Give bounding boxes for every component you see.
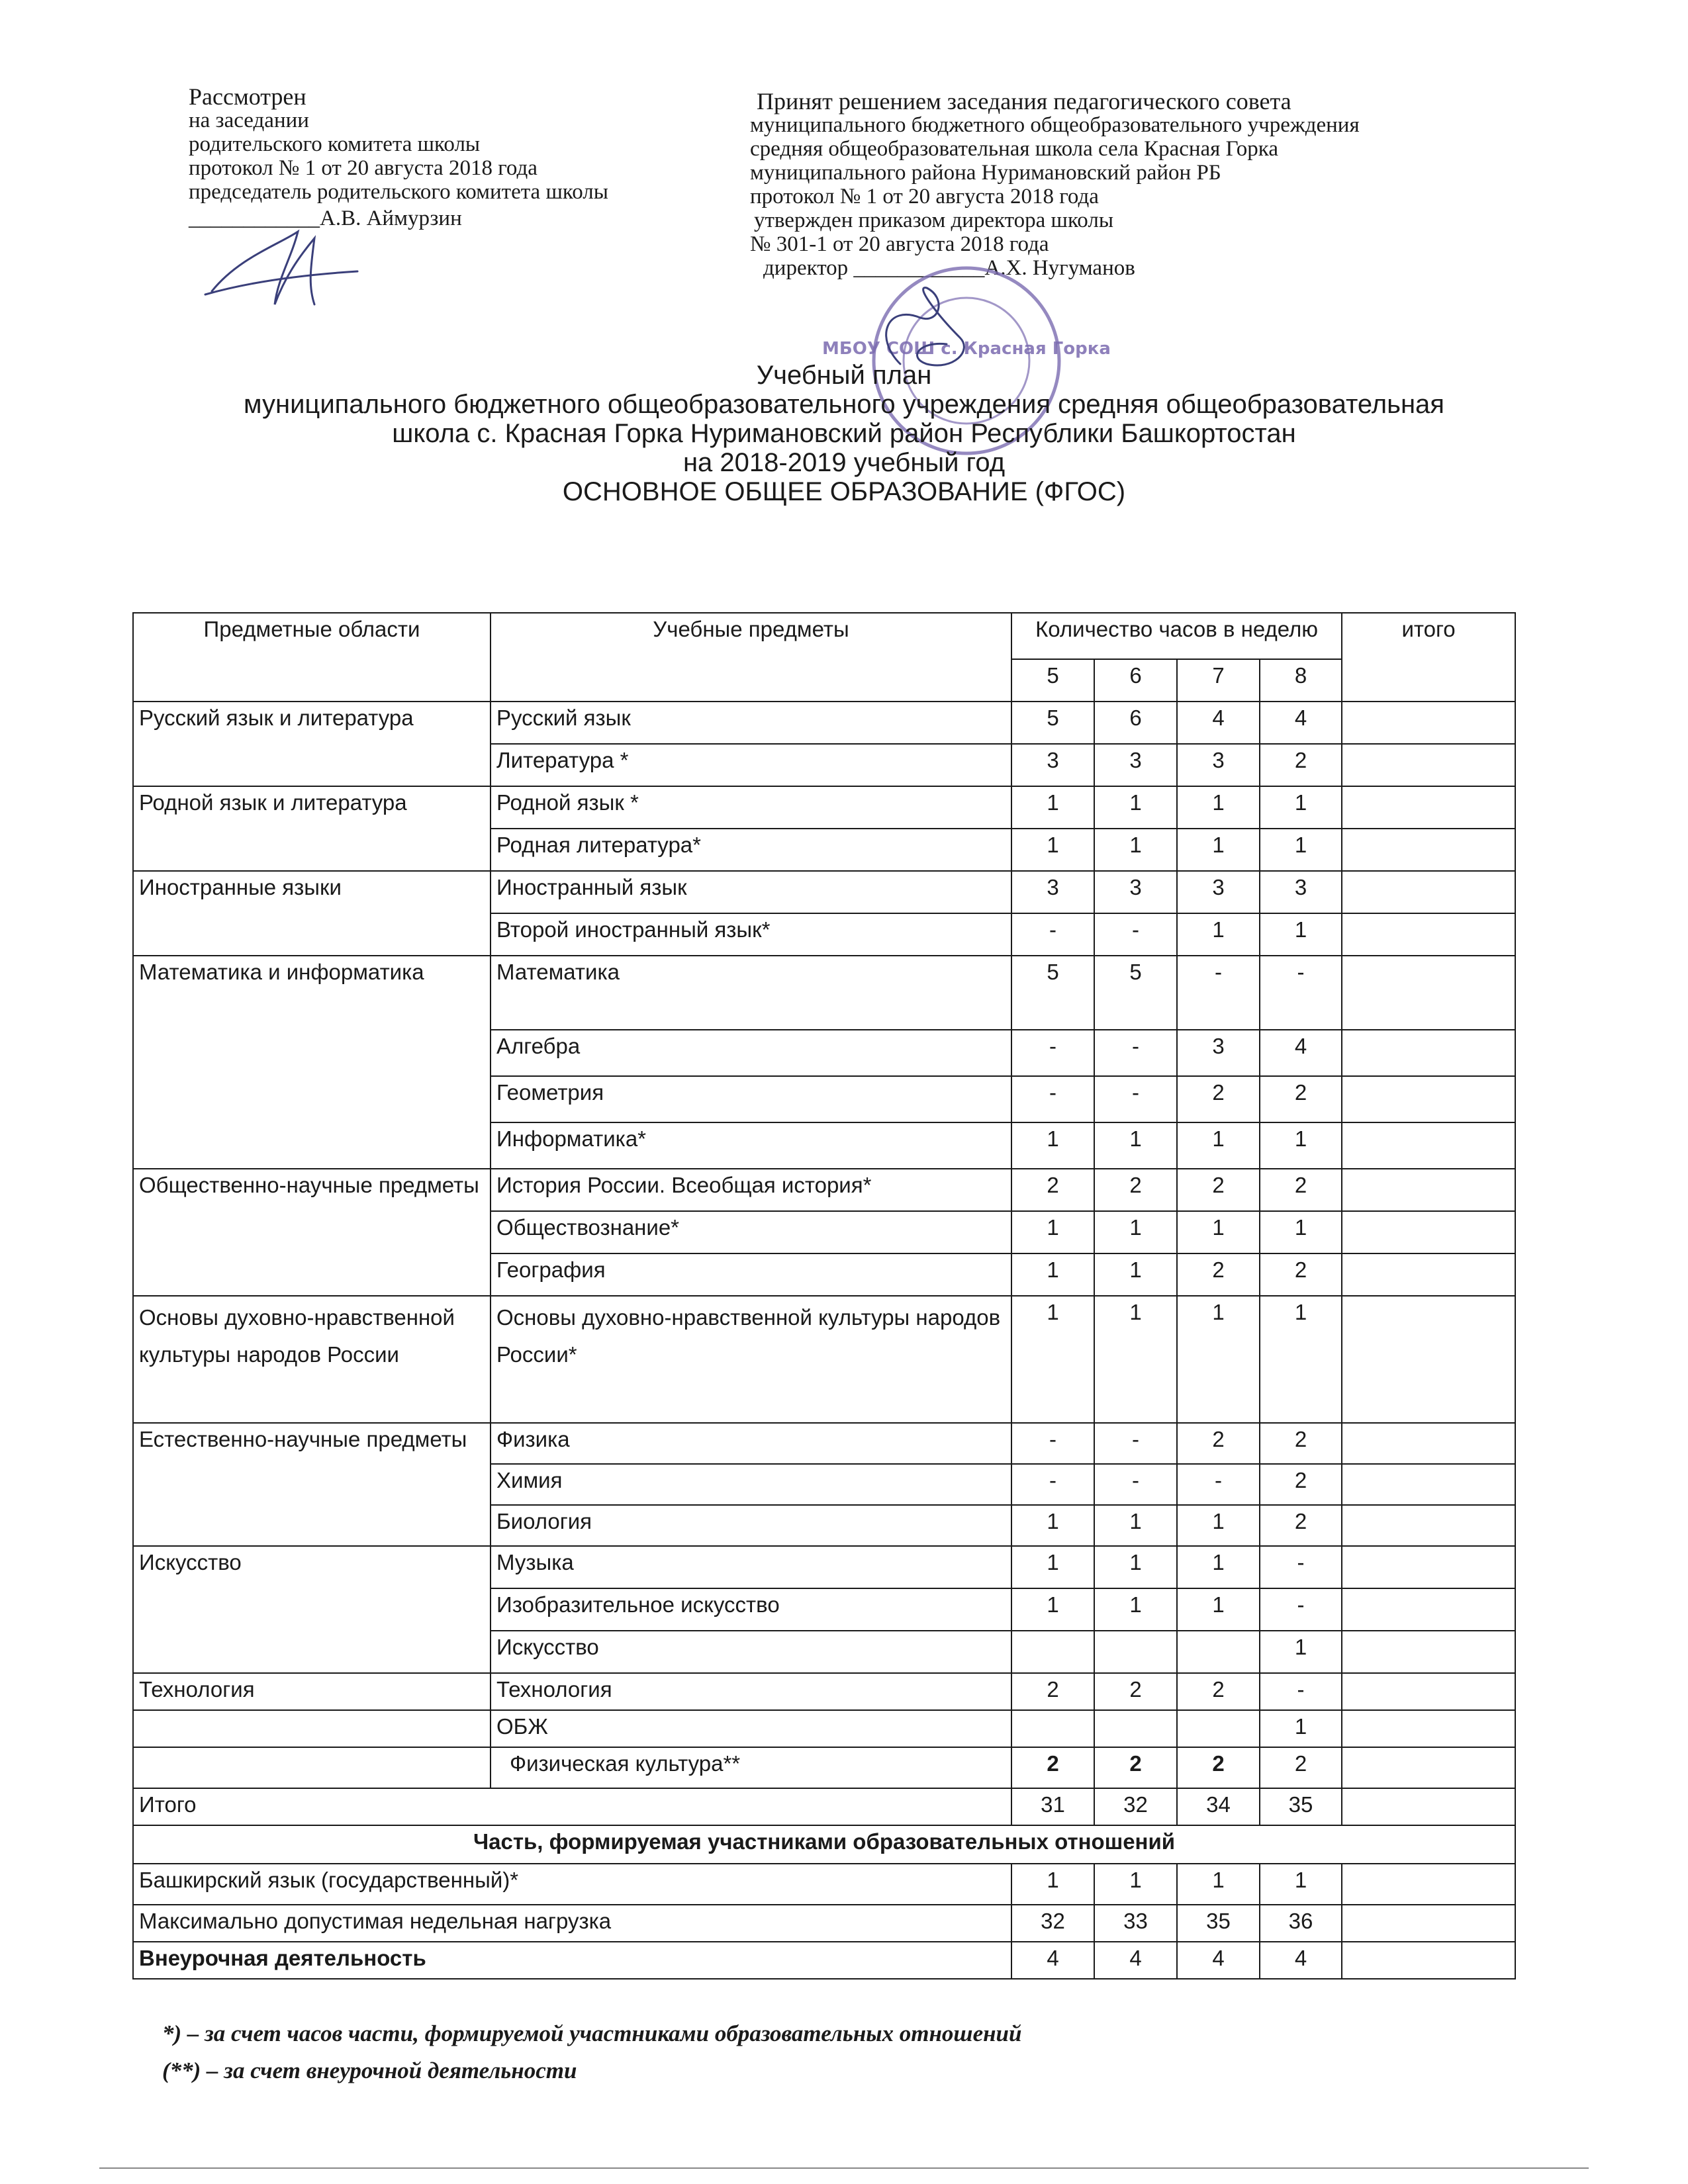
total-cell <box>1342 1211 1515 1253</box>
subject-cell: Искусство <box>491 1631 1011 1673</box>
hours-cell: 1 <box>1011 1505 1094 1546</box>
subject-cell: Геометрия <box>491 1076 1011 1122</box>
hours-cell: 1 <box>1260 1631 1342 1673</box>
approval-left-line: протокол № 1 от 20 августа 2018 года <box>189 156 538 180</box>
hours-cell: 5 <box>1011 956 1094 1030</box>
table-row <box>133 1747 1515 1788</box>
subject-cell: ОБЖ <box>491 1710 1011 1747</box>
hours-cell: 1 <box>1094 1211 1177 1253</box>
approval-right-line: утвержден приказом директора школы <box>754 208 1114 232</box>
total-cell <box>1342 913 1515 956</box>
total-cell <box>1342 1905 1515 1942</box>
total-cell <box>1342 1296 1515 1423</box>
hours-cell: 34 <box>1177 1788 1260 1825</box>
hours-cell: - <box>1094 1423 1177 1464</box>
hours-cell: 1 <box>1094 1864 1177 1905</box>
hours-cell: - <box>1094 1076 1177 1122</box>
subject-cell: Биология <box>491 1505 1011 1546</box>
hours-cell <box>1177 1631 1260 1673</box>
hours-cell: 1 <box>1011 1588 1094 1631</box>
hours-cell: 1 <box>1094 829 1177 871</box>
hours-cell: 4 <box>1011 1942 1094 1979</box>
total-cell <box>1342 1588 1515 1631</box>
subject-cell: Иностранный язык <box>491 871 1011 913</box>
hours-cell: 1 <box>1011 786 1094 829</box>
area-cell: Иностранные языки <box>133 871 491 956</box>
approval-right-line: Принят решением заседания педагогического совета <box>757 88 1291 114</box>
section-row <box>133 1825 1515 1864</box>
hours-cell: - <box>1260 956 1342 1030</box>
hours-cell: - <box>1011 1464 1094 1505</box>
title-line-1: Учебный план <box>756 361 932 390</box>
area-cell: Основы духовно-нравственной культуры народов России <box>133 1296 491 1423</box>
hours-cell: 3 <box>1094 871 1177 913</box>
table-row <box>133 1296 1515 1423</box>
total-row-label: Итого <box>133 1788 1011 1825</box>
hours-cell: - <box>1260 1588 1342 1631</box>
total-cell <box>1342 1169 1515 1211</box>
hours-cell: 1 <box>1011 1546 1094 1588</box>
hours-cell: - <box>1011 913 1094 956</box>
area-cell: Искусство <box>133 1546 491 1673</box>
hours-cell: 35 <box>1260 1788 1342 1825</box>
area-cell: Родной язык и литература <box>133 786 491 871</box>
header-areas: Предметные области <box>133 613 491 702</box>
table-row <box>133 702 1515 744</box>
row-label: Внеурочная деятельность <box>133 1942 1011 1979</box>
total-cell <box>1342 829 1515 871</box>
area-cell: Общественно-научные предметы <box>133 1169 491 1296</box>
title-line-3: школа с. Красная Горка Нуримановский район Республики Башкортостан <box>392 419 1296 448</box>
hours-cell: 1 <box>1177 1122 1260 1169</box>
hours-cell: - <box>1011 1030 1094 1076</box>
total-cell <box>1342 1747 1515 1788</box>
subject-cell: Родная литература* <box>491 829 1011 871</box>
hours-cell: 2 <box>1260 744 1342 786</box>
footnote-2: (**) – за счет внеурочной деятельности <box>162 2058 577 2083</box>
hours-cell: 1 <box>1011 1296 1094 1423</box>
hours-cell: 3 <box>1094 744 1177 786</box>
subject-cell: Физика <box>491 1423 1011 1464</box>
hours-cell: 3 <box>1177 871 1260 913</box>
hours-cell: 1 <box>1011 1211 1094 1253</box>
hours-cell: - <box>1011 1076 1094 1122</box>
table-row <box>133 1546 1515 1588</box>
total-cell <box>1342 1942 1515 1979</box>
document-title <box>0 361 1688 506</box>
hours-cell: 1 <box>1094 1296 1177 1423</box>
approval-right-line: протокол № 1 от 20 августа 2018 года <box>750 185 1099 208</box>
hours-cell: 1 <box>1177 786 1260 829</box>
hours-cell: - <box>1094 1030 1177 1076</box>
header-total: итого <box>1342 613 1515 702</box>
hours-cell: - <box>1011 1423 1094 1464</box>
hours-cell: 1 <box>1260 1710 1342 1747</box>
table-row <box>133 1423 1515 1464</box>
hours-cell: 4 <box>1177 1942 1260 1979</box>
subject-cell: Основы духовно-нравственной культуры народов России* <box>491 1296 1011 1423</box>
area-cell: Технология <box>133 1673 491 1710</box>
subject-cell: Изобразительное искусство <box>491 1588 1011 1631</box>
table-header-row <box>133 613 1515 659</box>
hours-cell: 1 <box>1177 913 1260 956</box>
hours-cell: 1 <box>1260 1864 1342 1905</box>
table-row <box>133 1905 1515 1942</box>
hours-cell: 1 <box>1094 1546 1177 1588</box>
scan-edge-line <box>99 2167 1589 2169</box>
subject-cell: Обществознание* <box>491 1211 1011 1253</box>
total-cell <box>1342 1710 1515 1747</box>
hours-cell: 2 <box>1260 1169 1342 1211</box>
total-cell <box>1342 744 1515 786</box>
subject-cell: Технология <box>491 1673 1011 1710</box>
hours-cell: - <box>1177 956 1260 1030</box>
approval-right-signature-line: директор ____________А.Х. Нугуманов <box>763 256 1135 280</box>
grade-header: 5 <box>1011 659 1094 702</box>
hours-cell: 1 <box>1094 786 1177 829</box>
hours-cell: 2 <box>1177 1169 1260 1211</box>
hours-cell: 1 <box>1177 1211 1260 1253</box>
table-row <box>133 1673 1515 1710</box>
hours-cell <box>1011 1710 1094 1747</box>
hours-cell: 1 <box>1177 1588 1260 1631</box>
hours-cell: 2 <box>1177 1253 1260 1296</box>
hours-cell: 1 <box>1260 1122 1342 1169</box>
subject-cell: Родной язык * <box>491 786 1011 829</box>
total-cell <box>1342 1673 1515 1710</box>
grade-header: 8 <box>1260 659 1342 702</box>
hours-cell: 33 <box>1094 1905 1177 1942</box>
subject-cell: Химия <box>491 1464 1011 1505</box>
subject-cell: История России. Всеобщая история* <box>491 1169 1011 1211</box>
hours-cell: 1 <box>1177 829 1260 871</box>
total-cell <box>1342 1030 1515 1076</box>
hours-cell: 2 <box>1094 1169 1177 1211</box>
total-cell <box>1342 1631 1515 1673</box>
total-cell <box>1342 871 1515 913</box>
total-cell <box>1342 956 1515 1030</box>
hours-cell: 2 <box>1011 1673 1094 1710</box>
row-label: Максимально допустимая недельная нагрузка <box>133 1905 1011 1942</box>
hours-cell: 1 <box>1260 786 1342 829</box>
header-hours: Количество часов в неделю <box>1011 613 1342 659</box>
hours-cell: 31 <box>1011 1788 1094 1825</box>
signature-left <box>199 218 371 318</box>
hours-cell: 1 <box>1260 1211 1342 1253</box>
total-cell <box>1342 1505 1515 1546</box>
grade-header: 6 <box>1094 659 1177 702</box>
seal-text: МБОУ СОШ с. Красная Горка <box>822 339 1111 359</box>
hours-cell: 1 <box>1094 1588 1177 1631</box>
subject-cell: Алгебра <box>491 1030 1011 1076</box>
hours-cell: 2 <box>1260 1747 1342 1788</box>
hours-cell: 3 <box>1011 871 1094 913</box>
title-line-2: муниципального бюджетного общеобразовательного учреждения средняя общеобразовательная <box>244 390 1444 419</box>
hours-cell: 4 <box>1260 702 1342 744</box>
header-subjects: Учебные предметы <box>491 613 1011 702</box>
hours-cell: 32 <box>1011 1905 1094 1942</box>
area-cell: Математика и информатика <box>133 956 491 1169</box>
hours-cell <box>1094 1631 1177 1673</box>
hours-cell: 4 <box>1177 702 1260 744</box>
hours-cell: 3 <box>1260 871 1342 913</box>
total-row <box>133 1788 1515 1825</box>
hours-cell: 2 <box>1260 1505 1342 1546</box>
table-row <box>133 1942 1515 1979</box>
hours-cell: 1 <box>1260 1296 1342 1423</box>
total-cell <box>1342 1464 1515 1505</box>
total-cell <box>1342 1253 1515 1296</box>
approval-right-line: № 301-1 от 20 августа 2018 года <box>750 232 1049 256</box>
table-row <box>133 1864 1515 1905</box>
total-cell <box>1342 1076 1515 1122</box>
approval-right-line: муниципального района Нуримановский район РБ <box>750 161 1221 185</box>
subject-cell: География <box>491 1253 1011 1296</box>
approval-right-line: средняя общеобразовательная школа села Красная Горка <box>750 137 1278 161</box>
table-row <box>133 1710 1515 1747</box>
hours-cell: - <box>1094 913 1177 956</box>
approval-left <box>189 85 718 230</box>
approval-right-line: муниципального бюджетного общеобразовательного учреждения <box>750 113 1360 137</box>
table-row <box>133 956 1515 1030</box>
title-line-4: на 2018-2019 учебный год <box>682 448 1006 477</box>
total-cell <box>1342 1423 1515 1464</box>
total-cell <box>1342 1122 1515 1169</box>
curriculum-table <box>132 612 1516 1979</box>
hours-cell: - <box>1260 1673 1342 1710</box>
hours-cell: 6 <box>1094 702 1177 744</box>
section-title: Часть, формируемая участниками образовательных отношений <box>133 1825 1515 1864</box>
subject-cell: Второй иностранный язык* <box>491 913 1011 956</box>
hours-cell: 1 <box>1177 1505 1260 1546</box>
hours-cell: 2 <box>1260 1423 1342 1464</box>
hours-cell: 2 <box>1177 1076 1260 1122</box>
total-cell <box>1342 1788 1515 1825</box>
subject-cell: Музыка <box>491 1546 1011 1588</box>
hours-cell <box>1177 1710 1260 1747</box>
hours-cell: 2 <box>1177 1747 1260 1788</box>
hours-cell: 2 <box>1011 1747 1094 1788</box>
area-cell: Естественно-научные предметы <box>133 1423 491 1546</box>
hours-cell: 3 <box>1177 1030 1260 1076</box>
hours-cell: 4 <box>1260 1942 1342 1979</box>
hours-cell: 3 <box>1011 744 1094 786</box>
total-cell <box>1342 786 1515 829</box>
hours-cell: 1 <box>1260 829 1342 871</box>
footnote-1: *) – за счет часов части, формируемой участниками образовательных отношений <box>162 2021 1022 2046</box>
hours-cell <box>1011 1631 1094 1673</box>
approval-left-line: родительского комитета школы <box>189 132 481 156</box>
hours-cell: - <box>1177 1464 1260 1505</box>
hours-cell: 2 <box>1177 1673 1260 1710</box>
hours-cell: 2 <box>1260 1253 1342 1296</box>
grade-header: 7 <box>1177 659 1260 702</box>
hours-cell: - <box>1260 1546 1342 1588</box>
hours-cell: 1 <box>1177 1546 1260 1588</box>
hours-cell: 36 <box>1260 1905 1342 1942</box>
hours-cell: 1 <box>1011 1122 1094 1169</box>
footnotes <box>162 2015 1022 2089</box>
hours-cell: 32 <box>1094 1788 1177 1825</box>
hours-cell: 2 <box>1177 1423 1260 1464</box>
area-cell <box>133 1710 491 1747</box>
hours-cell: - <box>1094 1464 1177 1505</box>
hours-cell: 1 <box>1094 1505 1177 1546</box>
subject-cell: Русский язык <box>491 702 1011 744</box>
total-cell <box>1342 1546 1515 1588</box>
row-label: Башкирский язык (государственный)* <box>133 1864 1011 1905</box>
hours-cell: 1 <box>1177 1296 1260 1423</box>
hours-cell: 5 <box>1094 956 1177 1030</box>
area-cell <box>133 1747 491 1788</box>
approval-left-line: на заседании <box>189 109 309 132</box>
table-row <box>133 1169 1515 1211</box>
hours-cell: 2 <box>1011 1169 1094 1211</box>
subject-cell: Литература * <box>491 744 1011 786</box>
table-row <box>133 871 1515 913</box>
hours-cell: 35 <box>1177 1905 1260 1942</box>
title-line-5: ОСНОВНОЕ ОБЩЕЕ ОБРАЗОВАНИЕ (ФГОС) <box>562 477 1126 506</box>
hours-cell: 5 <box>1011 702 1094 744</box>
hours-cell: 1 <box>1177 1864 1260 1905</box>
area-cell: Русский язык и литература <box>133 702 491 786</box>
approval-left-line: председатель родительского комитета школы <box>189 180 608 204</box>
hours-cell: 1 <box>1094 1253 1177 1296</box>
hours-cell: 2 <box>1260 1076 1342 1122</box>
subject-cell: Физическая культура** <box>491 1747 1011 1788</box>
hours-cell: 4 <box>1094 1942 1177 1979</box>
hours-cell: 1 <box>1011 1864 1094 1905</box>
hours-cell: 2 <box>1260 1464 1342 1505</box>
hours-cell: 2 <box>1094 1747 1177 1788</box>
total-cell <box>1342 1864 1515 1905</box>
subject-cell: Информатика* <box>491 1122 1011 1169</box>
subject-cell: Математика <box>491 956 1011 1030</box>
hours-cell: 2 <box>1094 1673 1177 1710</box>
approval-left-signature-line: ____________А.В. Аймурзин <box>189 206 462 230</box>
hours-cell: 4 <box>1260 1030 1342 1076</box>
hours-cell: 1 <box>1260 913 1342 956</box>
hours-cell: 3 <box>1177 744 1260 786</box>
hours-cell: 1 <box>1011 1253 1094 1296</box>
table-row <box>133 786 1515 829</box>
hours-cell: 1 <box>1094 1122 1177 1169</box>
total-cell <box>1342 702 1515 744</box>
approval-right <box>750 89 1544 280</box>
hours-cell <box>1094 1710 1177 1747</box>
hours-cell: 1 <box>1011 829 1094 871</box>
approval-left-line: Рассмотрен <box>189 83 306 110</box>
